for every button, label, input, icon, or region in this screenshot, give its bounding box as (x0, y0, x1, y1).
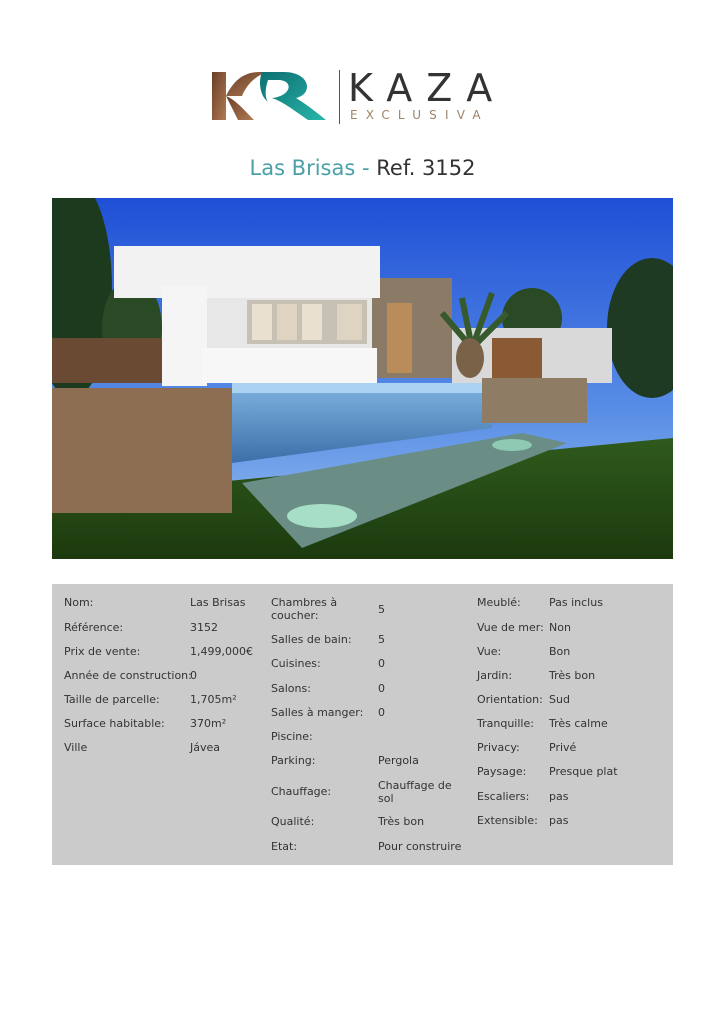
specs-panel (52, 584, 673, 865)
spec-label-nom: Nom: (64, 596, 94, 609)
spec-label-qualite: Qualité: (271, 815, 315, 828)
property-name: Las Brisas - (249, 156, 370, 180)
spec-label-orientation: Orientation: (477, 693, 543, 706)
spec-value-etat: Pour construire (378, 840, 462, 853)
spec-value-tranquille: Très calme (549, 717, 608, 730)
spec-value-privacy: Privé (549, 741, 577, 754)
spec-label-bains: Salles de bain: (271, 633, 352, 646)
spec-label-salons: Salons: (271, 682, 311, 695)
spec-value-vue: Bon (549, 645, 571, 658)
spec-value-prix: 1,499,000€ (190, 645, 253, 658)
spec-label-escaliers: Escaliers: (477, 790, 530, 803)
spec-value-annee: 0 (190, 669, 197, 682)
spec-value-qualite: Très bon (378, 815, 425, 828)
brand-name: KAZA (348, 66, 507, 110)
spec-label-manger: Salles à manger: (271, 706, 364, 719)
logo-divider (339, 70, 340, 124)
spec-value-ville: Jávea (190, 741, 221, 754)
spec-value-salons: 0 (378, 682, 385, 695)
spec-label-paysage: Paysage: (477, 765, 527, 778)
spec-label-parcelle: Taille de parcelle: (64, 693, 160, 706)
spec-label-chauffage: Chauffage: (271, 785, 332, 798)
spec-value-meuble: Pas inclus (549, 596, 603, 609)
brand-tagline: EXCLUSIVA (350, 108, 489, 122)
spec-label-tranquille: Tranquille: (477, 717, 534, 730)
spec-value-chambres: 5 (378, 603, 385, 616)
spec-value-paysage: Presque plat (549, 765, 618, 778)
spec-label-ville: Ville (64, 741, 88, 754)
spec-label-chambres: Chambres à coucher: (271, 596, 338, 622)
spec-value-surface: 370m² (190, 717, 227, 730)
spec-value-extensible: pas (549, 814, 569, 827)
brand-logo (210, 66, 530, 128)
spec-value-reference: 3152 (190, 621, 218, 634)
spec-label-etat: Etat: (271, 840, 298, 853)
spec-value-parking: Pergola (378, 754, 419, 767)
villa-photo (52, 198, 673, 559)
spec-label-extensible: Extensible: (477, 814, 538, 827)
spec-value-chauffage: Chauffage de sol (378, 779, 452, 805)
spec-label-piscine: Piscine: (271, 730, 313, 743)
spec-value-jardin: Très bon (549, 669, 596, 682)
property-ref: Ref. 3152 (376, 156, 476, 180)
spec-label-vue-mer: Vue de mer: (477, 621, 544, 634)
spec-value-vue-mer: Non (549, 621, 571, 634)
spec-label-annee: Année de construction: (64, 669, 192, 682)
page-title (0, 154, 725, 182)
spec-label-surface: Surface habitable: (64, 717, 165, 730)
spec-label-meuble: Meublé: (477, 596, 521, 609)
spec-label-cuisines: Cuisines: (271, 657, 321, 670)
spec-value-escaliers: pas (549, 790, 569, 803)
spec-label-vue: Vue: (477, 645, 502, 658)
spec-label-parking: Parking: (271, 754, 316, 767)
spec-label-jardin: Jardin: (477, 669, 513, 682)
spec-label-privacy: Privacy: (477, 741, 520, 754)
spec-value-manger: 0 (378, 706, 385, 719)
spec-label-reference: Référence: (64, 621, 124, 634)
spec-value-cuisines: 0 (378, 657, 385, 670)
spec-label-prix: Prix de vente: (64, 645, 141, 658)
kaza-logo-icon (210, 66, 326, 126)
spec-value-bains: 5 (378, 633, 385, 646)
spec-value-orientation: Sud (549, 693, 570, 706)
spec-value-parcelle: 1,705m² (190, 693, 237, 706)
spec-value-nom: Las Brisas (190, 596, 246, 609)
